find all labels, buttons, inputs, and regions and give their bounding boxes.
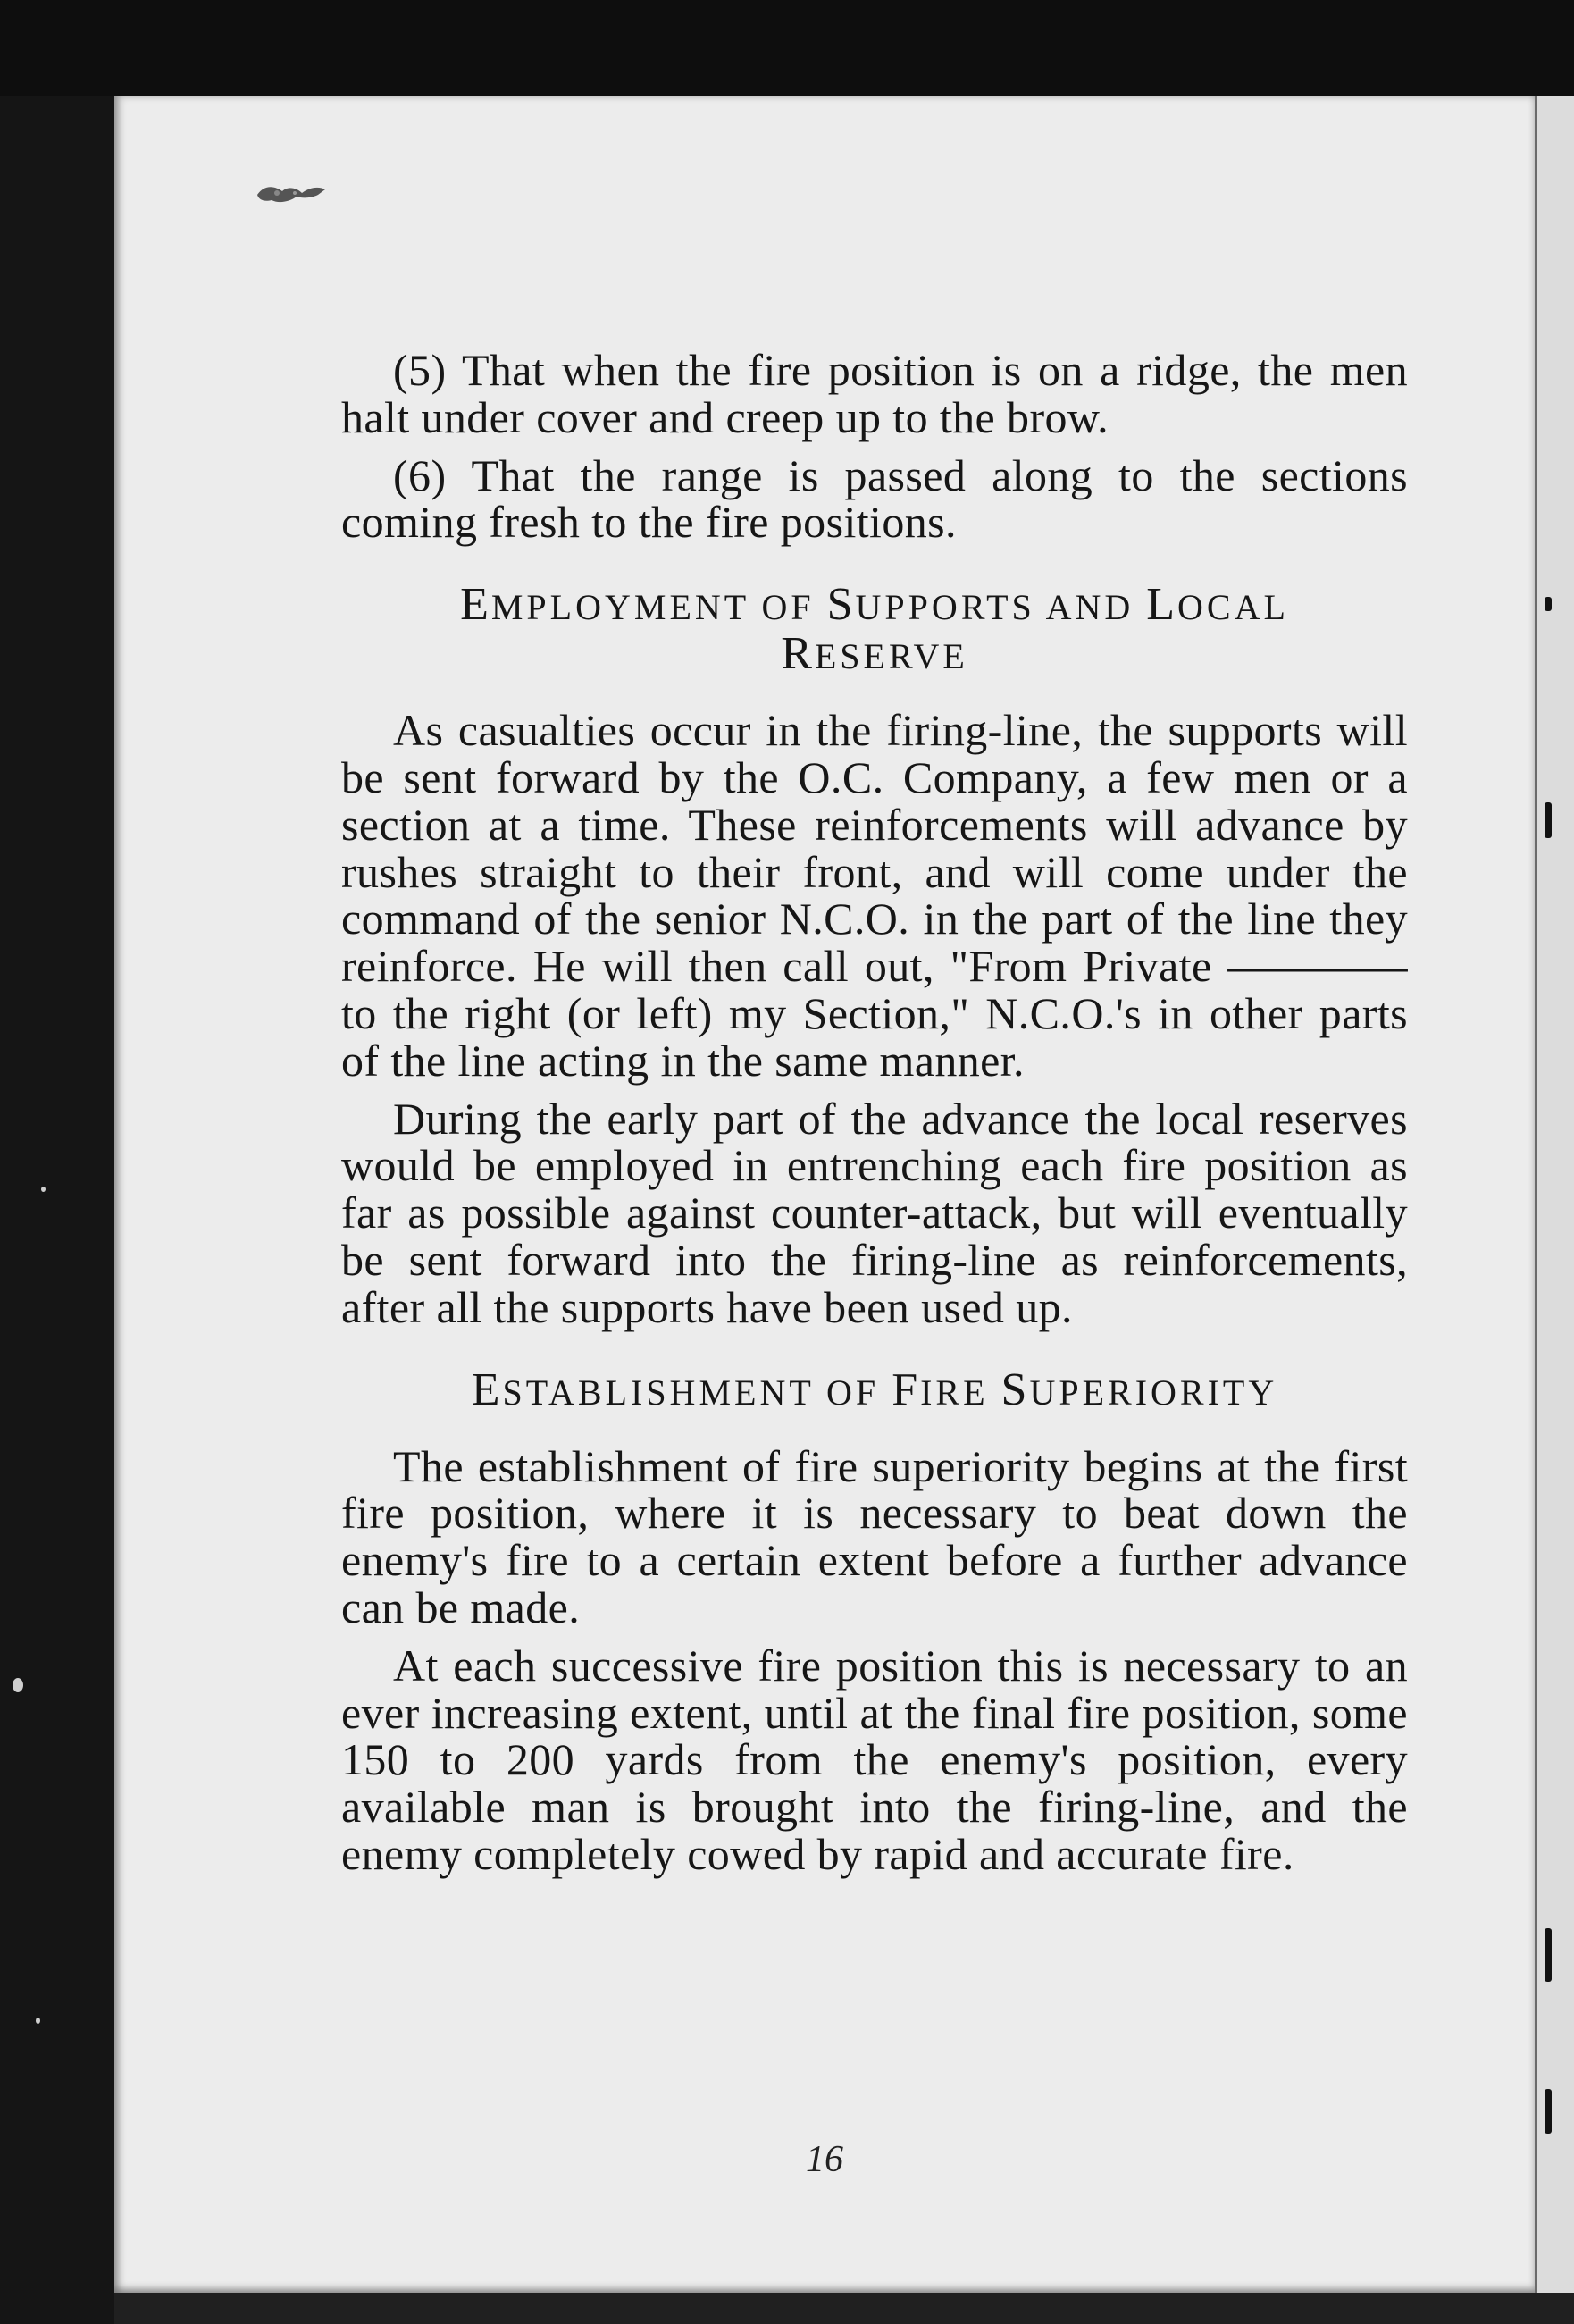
heading-word: OF bbox=[761, 587, 815, 628]
paragraph: During the early part of the advance the local reserves would be employed in entrenching each fire position as far as possible against counter-attack, but will eventually be sent forward into the firing-line as reinforcements, after all the supports have been used up. bbox=[341, 1093, 1408, 1332]
scan-dark-border-left bbox=[0, 96, 114, 2324]
paragraph: As casualties occur in the firing-line, the supports will be sent forward by the O.C. Company, a few men or a section at a time. These reinforcements will advance by rushes straight to their front, and will come under the command of the senior N.C.O. in the part of the line they reinforce. He will then call out, "From Private ———— to the right (or left) my Section," N.C.O.'s in other parts of the line acting in the same manner. bbox=[341, 705, 1408, 1086]
heading-word: FIRE bbox=[892, 1363, 989, 1415]
section-heading-supports bbox=[341, 579, 1408, 680]
scan-dark-border-bottom bbox=[114, 2293, 1574, 2324]
heading-word: RESERVE bbox=[781, 628, 968, 680]
scan-mark bbox=[1545, 1928, 1552, 1982]
scan-speck bbox=[41, 1187, 46, 1192]
scan-mark bbox=[1545, 802, 1552, 838]
book-page bbox=[114, 96, 1535, 2293]
scan-dark-border-top bbox=[0, 0, 1574, 96]
page-number: 16 bbox=[806, 2139, 843, 2180]
scan-speck bbox=[36, 2018, 40, 2024]
heading-word: LOCAL bbox=[1146, 579, 1289, 631]
paragraph: (6) That the range is passed along to the sections coming fresh to the fire positions. bbox=[341, 449, 1408, 548]
heading-word: ESTABLISHMENT bbox=[471, 1363, 815, 1415]
heading-word: AND bbox=[1045, 587, 1134, 628]
heading-word: SUPERIORITY bbox=[1000, 1363, 1278, 1415]
scan-mark bbox=[1545, 597, 1552, 611]
adjacent-page-edge bbox=[1535, 96, 1574, 2324]
scan-mark bbox=[1545, 2089, 1552, 2134]
paragraph: At each successive fire position this is necessary to an ever increasing extent, until at the final fire position, some 150 to 200 yards from the enemy's position, every available man is brought into the firing-line, and the enemy completely cowed by rapid and accurate fire. bbox=[341, 1640, 1408, 1879]
section-heading-fire-superiority bbox=[341, 1363, 1408, 1416]
paragraph: The establishment of fire superiority begins at the first fire position, where it is necessary to beat down the enemy's fire to a certain extent before a further advance can be made. bbox=[341, 1440, 1408, 1632]
heading-word: OF bbox=[826, 1372, 880, 1413]
heading-word: SUPPORTS bbox=[826, 579, 1035, 631]
scan-speck bbox=[13, 1678, 23, 1692]
page-text bbox=[341, 347, 1408, 1889]
paragraph: (5) That when the fire position is on a ridge, the men halt under cover and creep up to the brow. bbox=[341, 345, 1408, 442]
ornament-icon bbox=[255, 175, 327, 211]
heading-word: EMPLOYMENT bbox=[460, 579, 749, 631]
